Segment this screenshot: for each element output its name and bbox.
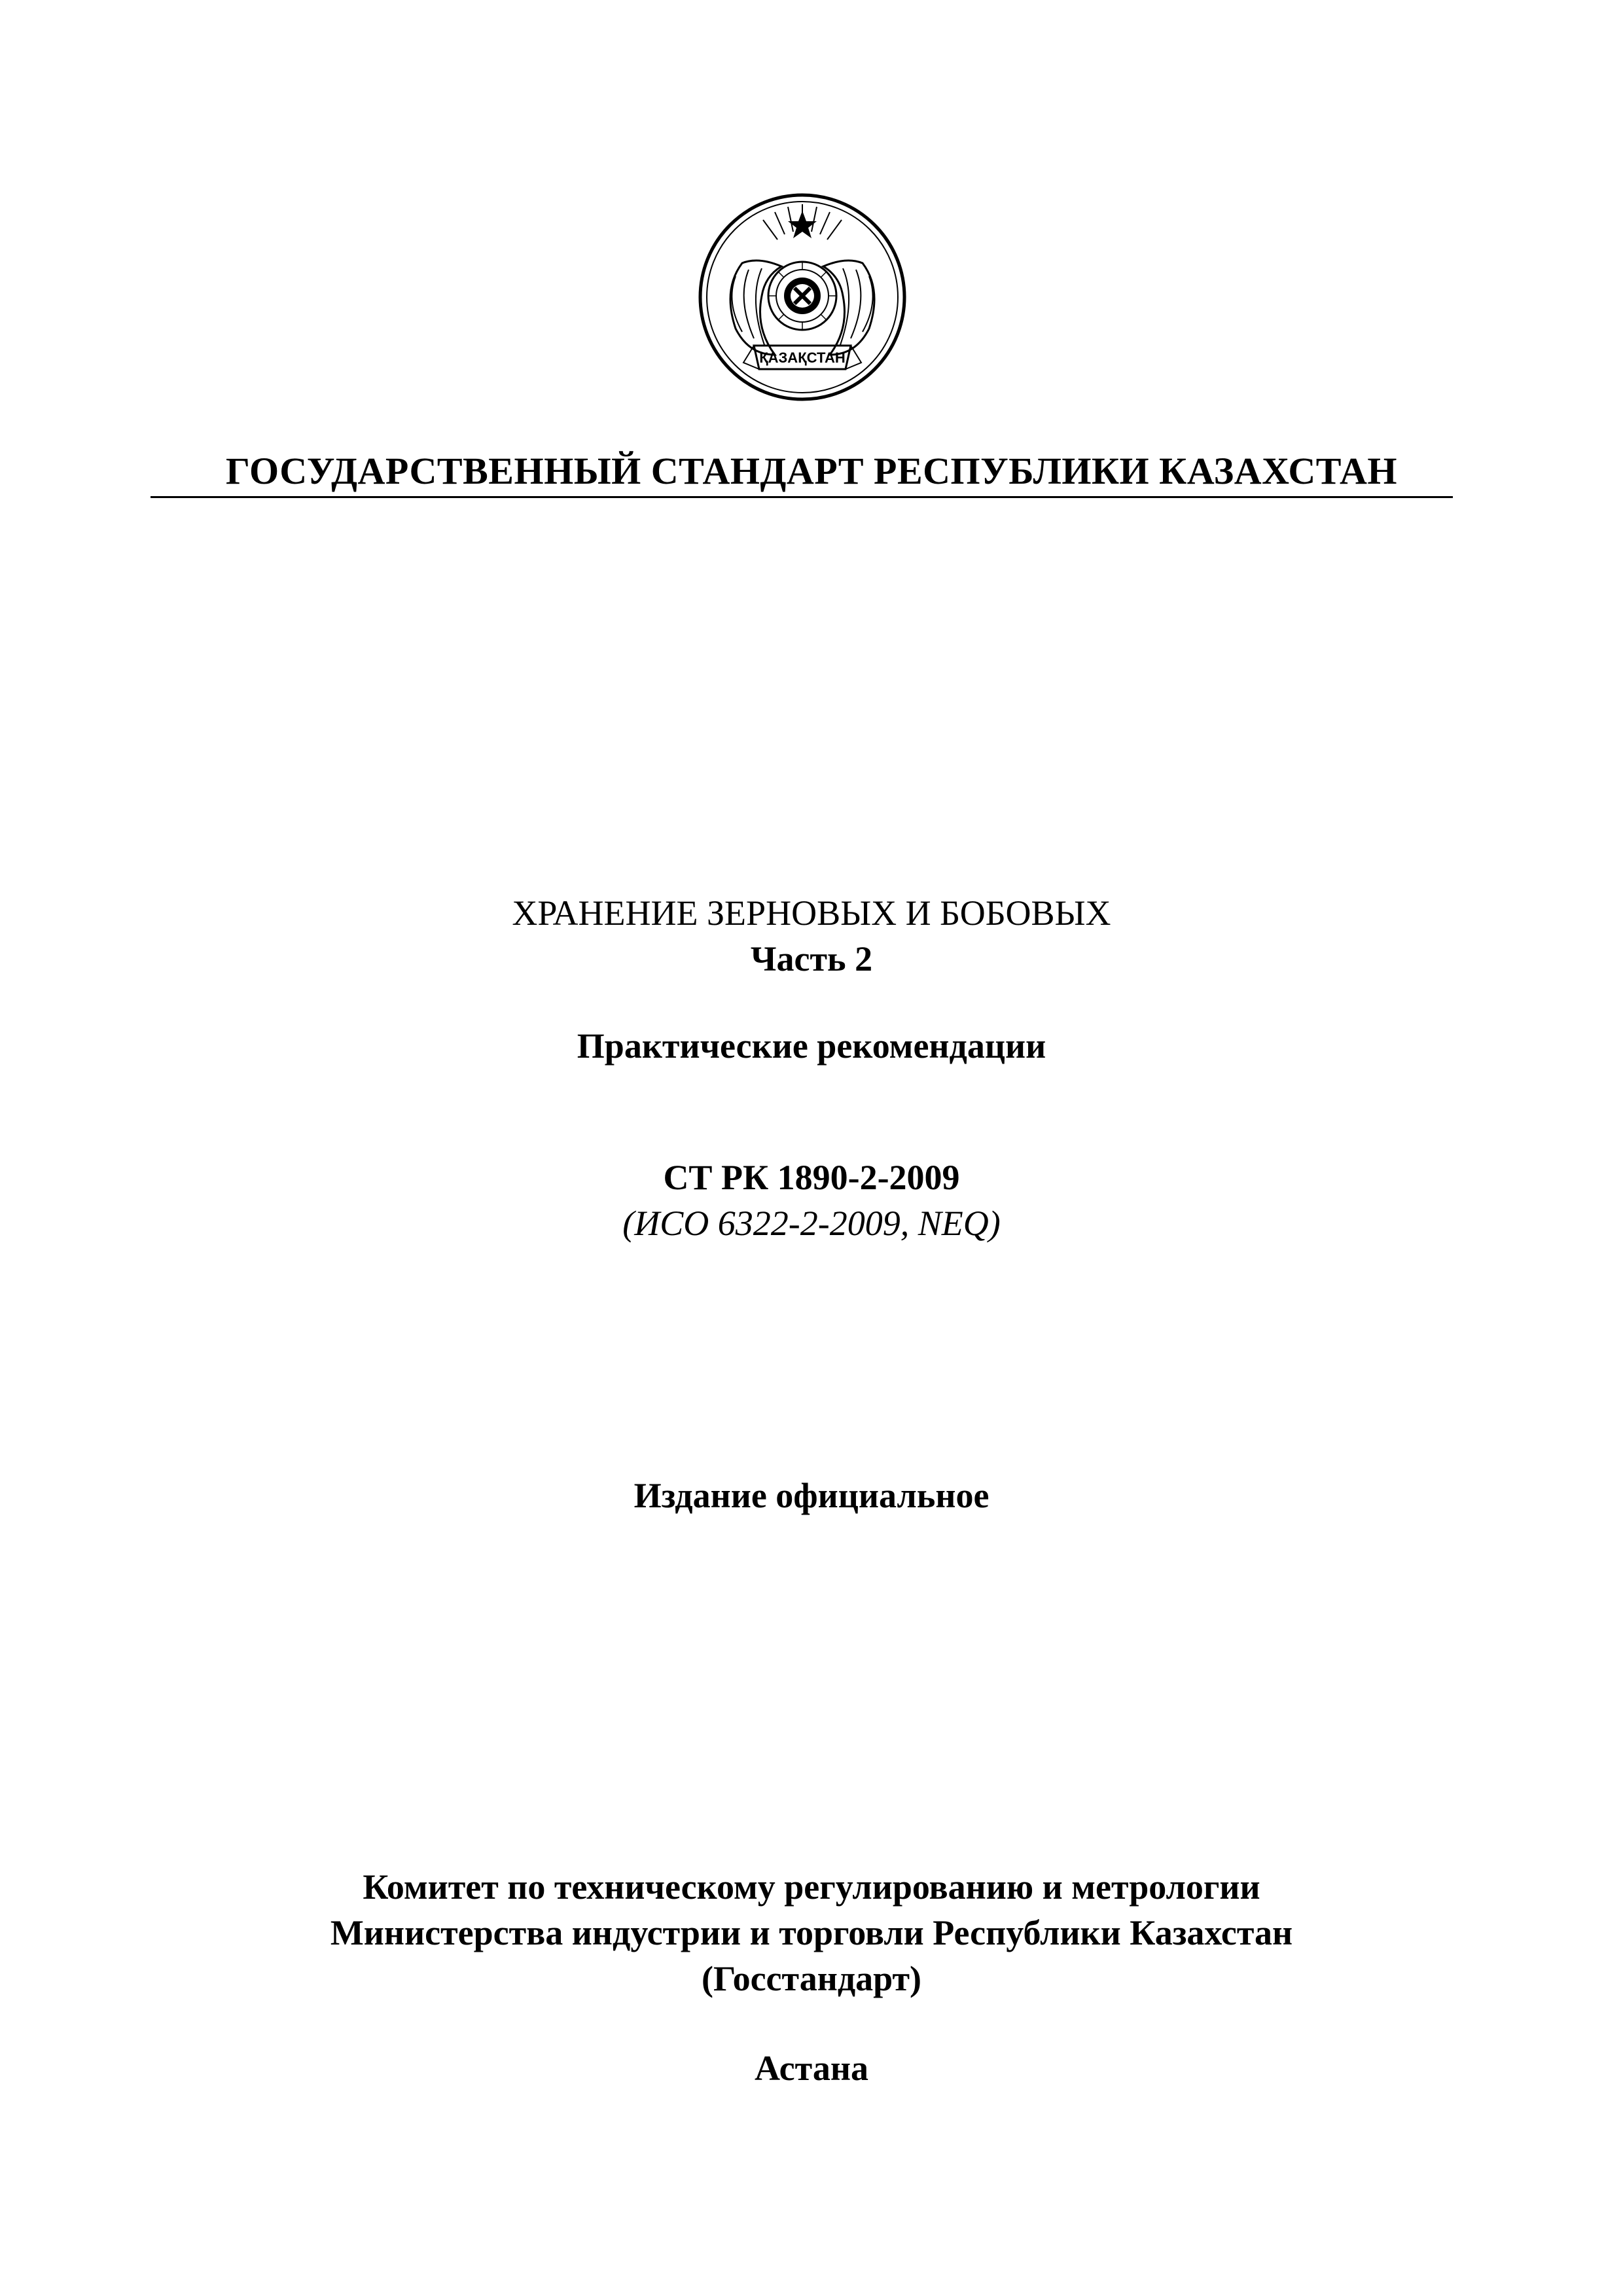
- iso-reference: (ИСО 6322-2-2009, NEQ): [622, 1204, 1001, 1243]
- publisher-line1: Комитет по техническому регулированию и метрологии: [363, 1867, 1260, 1907]
- publisher-line2: Министерства индустрии и торговли Республики Казахстан: [330, 1913, 1293, 1952]
- svg-text:ҚАЗАҚСТАН: ҚАЗАҚСТАН: [759, 350, 846, 366]
- document-subtitle: Практические рекомендации: [577, 1026, 1046, 1066]
- publisher-line3: (Госстандарт): [702, 1959, 921, 1998]
- kazakhstan-state-emblem-icon: [696, 191, 908, 403]
- document-title-part: Часть 2: [750, 939, 873, 978]
- edition-label: Издание официальное: [633, 1476, 990, 1515]
- header-divider: [151, 496, 1453, 498]
- standard-header-title: ГОСУДАРСТВЕННЫЙ СТАНДАРТ РЕСПУБЛИКИ КАЗАХСТАН: [226, 450, 1397, 492]
- standard-code: СТ РК 1890-2-2009: [663, 1158, 960, 1197]
- publisher-city: Астана: [755, 2049, 868, 2088]
- document-title-line1: ХРАНЕНИЕ ЗЕРНОВЫХ И БОБОВЫХ: [512, 893, 1111, 933]
